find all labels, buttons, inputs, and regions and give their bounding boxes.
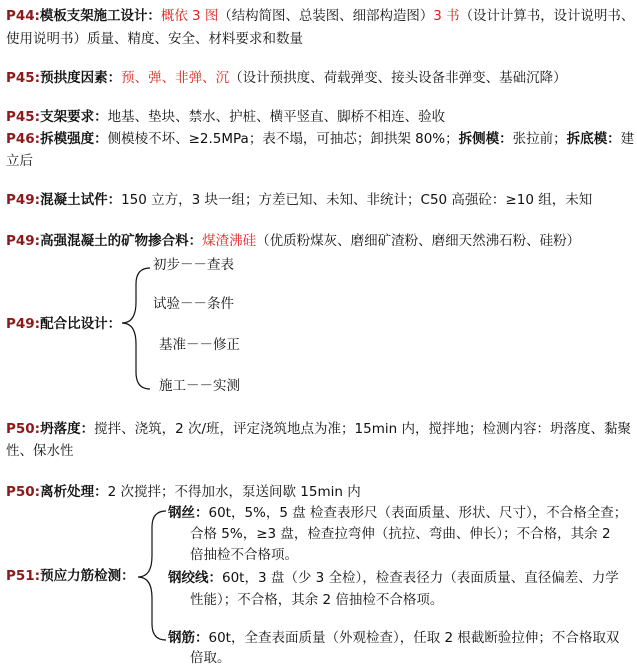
strand-line2: 性能）；不合格，其余 2 倍抽检不合格项。 <box>190 592 444 608</box>
bottom-form-label: 拆底模： <box>566 131 621 147</box>
key-phrase: 概依 3 图 <box>160 9 219 24</box>
detail-text: 搅拌、浇筑，2 次/班，评定浇筑地点为准；15min 内，搅拌地；检测内容：坍落度、黏聚 <box>94 421 631 437</box>
page-ref: P45: <box>6 109 41 125</box>
topic-title: 配合比设计： <box>40 316 122 332</box>
mix-step: 施工－－实测 <box>159 378 240 394</box>
rebar-line1 <box>168 627 619 649</box>
detail-text: （结构简图、总装图、细部构造图） <box>218 9 434 24</box>
p50-slump-line2: 性、保水性 <box>6 443 74 459</box>
page-ref: P49: <box>6 316 41 332</box>
mix-step: 初步－－查表 <box>153 257 234 273</box>
steel-wire-line2: 合格 5%，≥3 盘，检查拉弯伸（抗拉、弯曲、伸长）；不合格，其余 2 <box>190 526 611 542</box>
page-ref: P50: <box>6 484 41 500</box>
detail-text: 建 <box>620 131 635 147</box>
p51-title <box>6 565 135 587</box>
topic-title: 拆模强度： <box>40 131 108 147</box>
rebar-label: 钢筋： <box>168 630 209 646</box>
mix-step: 基准－－修正 <box>159 337 240 353</box>
key-phrase: 煤渣沸硅 <box>202 233 257 249</box>
detail-text: 张拉前； <box>512 131 567 147</box>
page-ref: P46: <box>6 131 41 147</box>
side-form-label: 拆侧模： <box>458 131 513 147</box>
page-ref: P44: <box>6 9 40 24</box>
detail-text: 60t，5%，5 盘 检查表形尺（表面质量、形状、尺寸），不合格全查； <box>208 505 628 521</box>
p49-mixdesign-title <box>6 313 121 335</box>
detail-text: 60t，3 盘（少 3 全检），检查表径力（表面质量、直径偏差、力学 <box>222 570 619 586</box>
steel-wire-label: 钢丝： <box>168 505 209 521</box>
p46-line2: 立后 <box>6 153 33 169</box>
page-ref: P49: <box>6 233 41 249</box>
p44-line2: 使用说明书）质量、精度、安全、材料要求和数量 <box>6 31 303 47</box>
topic-title: 离析处理： <box>40 484 108 500</box>
topic-title: 预拱度因素： <box>40 70 122 86</box>
p50-slump-line1 <box>6 418 631 440</box>
key-phrase: 预、弹、非弹、沉 <box>121 70 230 86</box>
topic-title: 模板支架施工设计： <box>39 9 161 24</box>
page-ref: P51: <box>6 568 41 584</box>
detail-text: 60t，全查表面质量（外观检查），任取 2 根截断验拉伸；不合格取双 <box>208 630 620 646</box>
mix-design-brace <box>122 268 150 389</box>
steel-wire-line1 <box>168 502 627 524</box>
topic-title: 坍落度： <box>40 421 95 437</box>
key-phrase: 3 书 <box>433 9 460 24</box>
detail-text: （设计预拱度、荷载弹变、接头设备非弹变、基础沉降） <box>229 70 567 86</box>
detail-text: 侧模棱不坏、≥2.5MPa；表不塌，可抽芯；卸拱架 80%； <box>107 131 459 147</box>
detail-text: （优质粉煤灰、磨细矿渣粉、磨细天然沸石粉、硅粉） <box>256 233 581 249</box>
page-ref: P45: <box>6 70 41 86</box>
p50-segregation <box>6 481 361 503</box>
page-ref: P50: <box>6 421 41 437</box>
topic-title: 预应力筋检测： <box>40 568 135 584</box>
page-ref: P49: <box>6 192 41 208</box>
detail-text: 2 次搅拌；不得加水，泵送间歇 15min 内 <box>107 484 361 500</box>
detail-text: 150 立方，3 块一组；方差已知、未知、非统计；C50 高强砼：≥10 组，未知 <box>121 192 593 208</box>
topic-title: 高强混凝土的矿物掺合料： <box>40 233 203 249</box>
detail-text: 地基、垫块、禁水、护桩、横平竖直、脚桥不相连、验收 <box>107 109 446 125</box>
mix-step: 试验－－条件 <box>153 296 234 312</box>
topic-title: 混凝土试件： <box>40 192 122 208</box>
detail-text: （设计计算书，设计说明书、 <box>459 9 635 24</box>
strand-line1 <box>168 567 619 589</box>
rebar-line2: 倍取。 <box>190 650 231 666</box>
topic-title: 支架要求： <box>40 109 108 125</box>
strand-label: 钢绞线： <box>168 570 222 586</box>
steel-wire-line3: 倍抽检不合格项。 <box>190 547 298 563</box>
tendon-check-brace <box>138 511 166 640</box>
